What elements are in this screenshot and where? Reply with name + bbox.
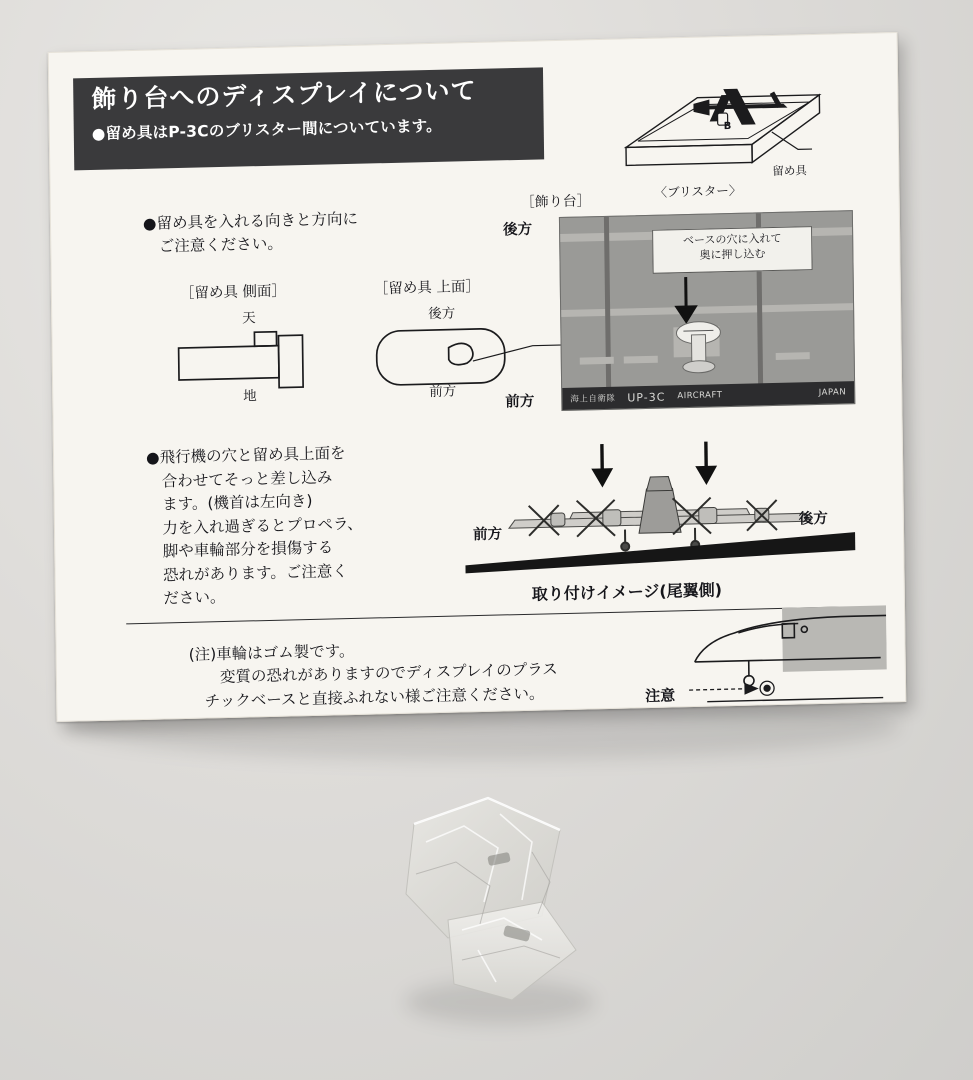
plastic-bag-svg (392, 790, 612, 1020)
base-text-center: UP-3C (627, 390, 666, 404)
plastic-parts-bag (392, 790, 612, 1020)
note-insert-instruction: ●飛行機の穴と留め具上面を 合わせてそっと差し込み ます。(機首は左向き) 力を入れ過ぎるとプロペラ、 脚や車輪部分を損傷する 恐れがあります。ご注意く ださい。 (145, 444, 363, 609)
blister-figure (605, 56, 857, 202)
base-text-left: 海上自衛隊 (570, 393, 616, 405)
base-text-right: AIRCRAFT (677, 390, 723, 402)
blister-label: 〈ブリスター〉 (654, 182, 742, 200)
base-text-far-right: JAPAN (818, 387, 847, 398)
plane-front-label: 前方 (472, 526, 503, 544)
header-band (73, 67, 544, 170)
clip-side-caption: ［留め具 側面］ (179, 283, 287, 302)
clip-side-diagram (170, 278, 372, 413)
clip-in-base (663, 314, 734, 386)
display-base-front-label: 前方 (505, 393, 535, 411)
nose-gear-svg (686, 599, 888, 722)
footer-note: (注)車輪はゴム製です。 変質の恐れがありますのでディスプレイのプラス チックベースと直接ふれない様ご注意ください。 (188, 641, 558, 711)
tarmac-dash (580, 357, 614, 365)
note-caution-orientation: ●留め具を入れる向きと方向に ご注意ください。 (142, 209, 359, 257)
plane-rear-label: 後方 (798, 510, 828, 528)
instruction-leaflet (48, 32, 907, 722)
blister-letter-b: B (723, 120, 732, 133)
clip-top-rear-label: 後方 (428, 305, 456, 323)
nose-gear-diagram (686, 599, 888, 722)
plane-front-view-figure (454, 432, 868, 582)
clip-label: 留め具 (772, 163, 807, 178)
header-subtitle: ●留め具はP-3Cのブリスター間についています。 (91, 116, 442, 143)
leaflet-content (49, 33, 906, 721)
clip-side-bottom-label: 地 (243, 388, 257, 405)
display-base-rear-label: 後方 (502, 221, 533, 239)
clip-side-top-label: 天 (242, 310, 256, 327)
display-base-photo (559, 210, 855, 411)
display-base-caption: ［飾り台］ (520, 193, 591, 211)
tarmac-dash (624, 356, 658, 364)
tarmac-dash (776, 352, 810, 360)
instruction-leaflet-wrapper (52, 42, 932, 762)
clip-top-caption: ［留め具 上面］ (373, 278, 481, 298)
attention-label: 注意 (645, 686, 676, 706)
clip-top-front-label: 前方 (429, 383, 457, 401)
clip-side-shape (170, 325, 371, 405)
insert-callout: ベースの穴に入れて 奥に押し込む (652, 226, 813, 274)
plane-figure-caption: 取り付けイメージ(尾翼側) (531, 580, 723, 604)
page-title: 飾り台へのディスプレイについて (91, 75, 477, 115)
